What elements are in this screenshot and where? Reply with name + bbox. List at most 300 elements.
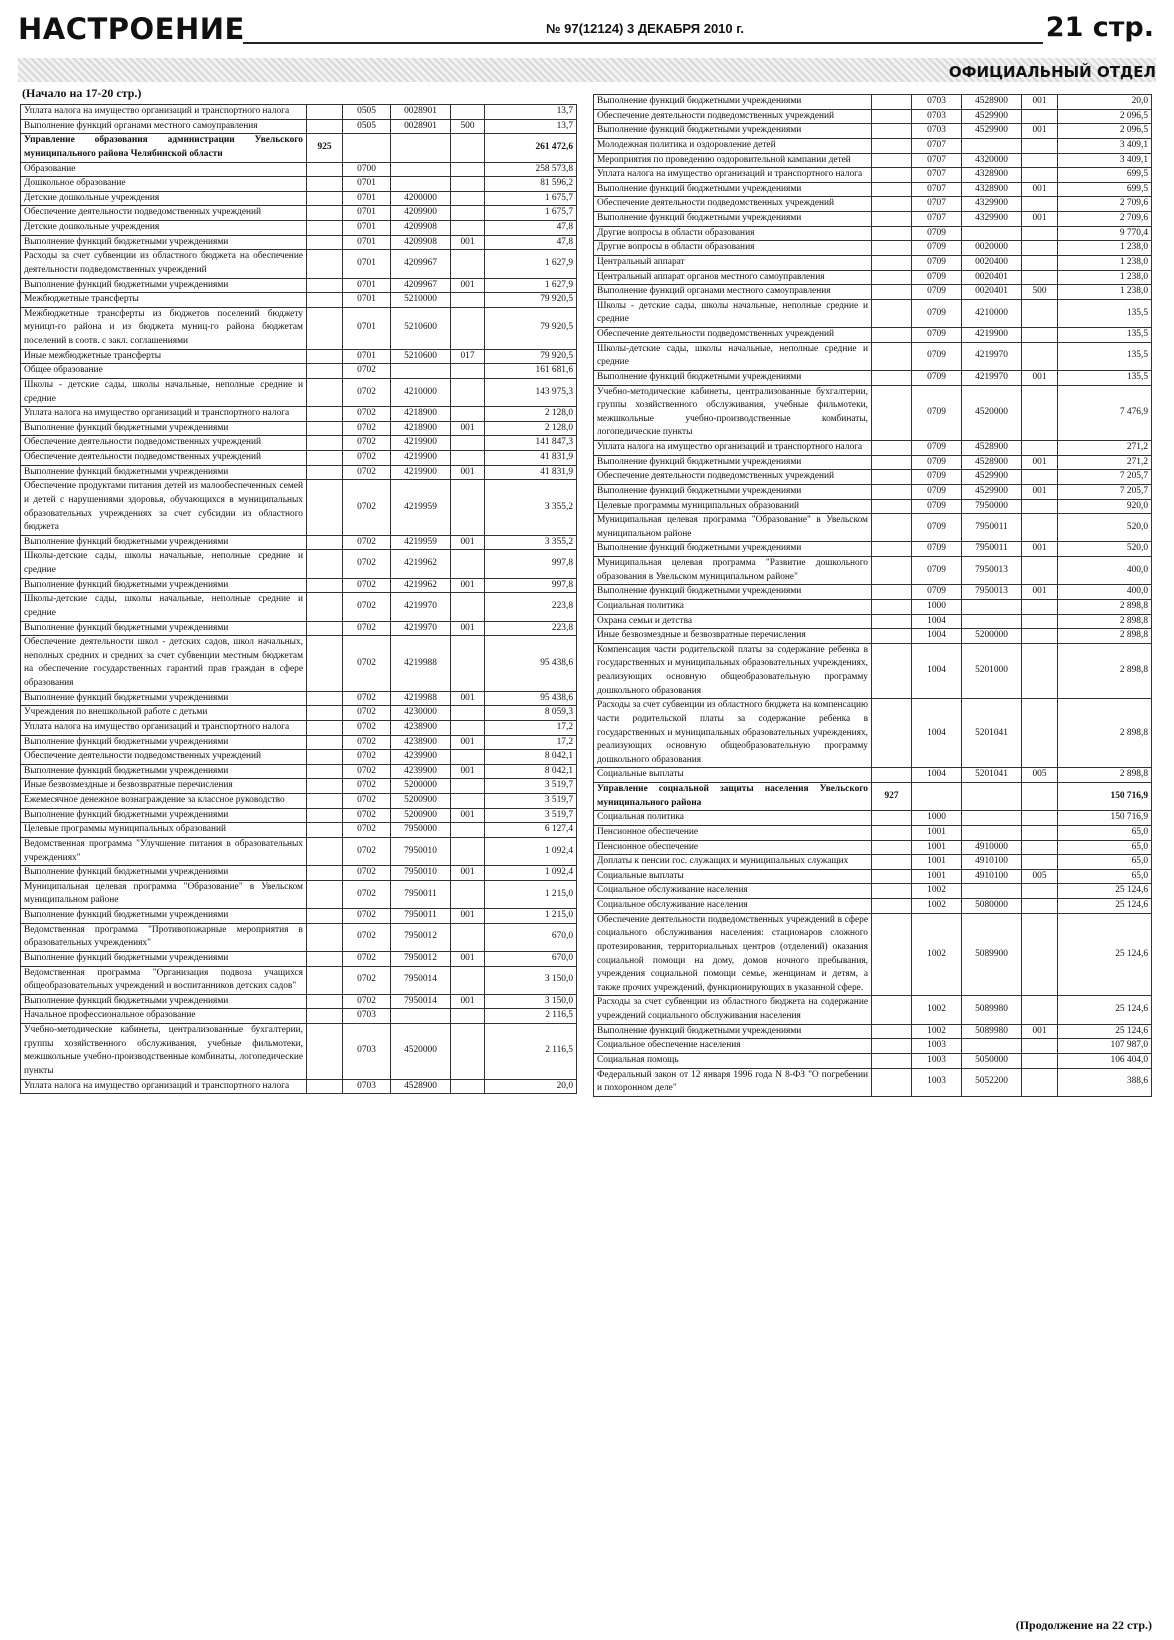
table-row bbox=[21, 764, 577, 779]
row-name-cell: Выполнение функций бюджетными учреждениями bbox=[21, 278, 307, 293]
row-section-cell: 0702 bbox=[343, 364, 391, 379]
row-expense-type-cell bbox=[1022, 699, 1058, 768]
row-ved-cell bbox=[872, 840, 912, 855]
row-name-cell: Центральный аппарат органов местного самоуправления bbox=[594, 270, 872, 285]
row-section-cell: 0702 bbox=[343, 966, 391, 994]
row-amount-cell: 271,2 bbox=[1058, 441, 1152, 456]
row-section-cell: 0703 bbox=[343, 1009, 391, 1024]
table-row bbox=[594, 226, 1152, 241]
row-target-cell: 5089980 bbox=[962, 996, 1022, 1024]
row-expense-type-cell bbox=[1022, 499, 1058, 514]
row-target-cell bbox=[962, 884, 1022, 899]
row-target-cell: 4528900 bbox=[962, 455, 1022, 470]
row-name-cell: Учебно-методические кабинеты, централизованные бухгалтерии, группы хозяйственного обслуживания, учебные фильмотеки, межшкольные учебно-производственные комбинаты, логопедические пункты bbox=[594, 385, 872, 441]
row-name-cell: Социальные выплаты bbox=[594, 869, 872, 884]
row-ved-cell bbox=[307, 1009, 343, 1024]
row-section-cell: 1003 bbox=[912, 1068, 962, 1096]
table-row bbox=[594, 455, 1152, 470]
row-ved-cell bbox=[872, 182, 912, 197]
row-name-cell: Обеспечение деятельности школ - детских садов, школ начальных, неполных средних и средних за счет субвенции местным бюджетам на обеспечение государственных гарантий прав граждан в сфере образования bbox=[21, 636, 307, 692]
row-expense-type-cell bbox=[1022, 783, 1058, 811]
row-target-cell: 0028901 bbox=[391, 119, 451, 134]
row-target-cell: 4329900 bbox=[962, 212, 1022, 227]
row-ved-cell bbox=[307, 451, 343, 466]
row-amount-cell: 1 215,0 bbox=[485, 909, 577, 924]
row-expense-type-cell bbox=[451, 407, 485, 422]
row-target-cell bbox=[391, 177, 451, 192]
row-section-cell: 0702 bbox=[343, 621, 391, 636]
row-amount-cell: 25 124,6 bbox=[1058, 913, 1152, 996]
row-section-cell: 0709 bbox=[912, 542, 962, 557]
table-row bbox=[594, 168, 1152, 183]
row-expense-type-cell bbox=[1022, 168, 1058, 183]
row-expense-type-cell: 001 bbox=[451, 808, 485, 823]
row-expense-type-cell bbox=[451, 191, 485, 206]
row-target-cell: 4219959 bbox=[391, 480, 451, 536]
row-target-cell: 4239900 bbox=[391, 750, 451, 765]
row-name-cell: Социальное обслуживание населения bbox=[594, 899, 872, 914]
row-amount-cell: 47,8 bbox=[485, 221, 577, 236]
row-ved-cell bbox=[307, 994, 343, 1009]
row-name-cell: Пенсионное обеспечение bbox=[594, 840, 872, 855]
row-name-cell: Дошкольное образование bbox=[21, 177, 307, 192]
row-target-cell: 4230000 bbox=[391, 706, 451, 721]
row-name-cell: Обеспечение деятельности подведомственных учреждений bbox=[21, 206, 307, 221]
row-section-cell: 0702 bbox=[343, 706, 391, 721]
row-amount-cell: 2 116,5 bbox=[485, 1009, 577, 1024]
row-name-cell: Выполнение функций органами местного самоуправления bbox=[21, 119, 307, 134]
table-row bbox=[21, 837, 577, 865]
row-section-cell: 0701 bbox=[343, 293, 391, 308]
row-ved-cell bbox=[307, 750, 343, 765]
continuation-start-note: (Начало на 17-20 стр.) bbox=[22, 86, 142, 100]
row-target-cell: 4219962 bbox=[391, 550, 451, 578]
row-expense-type-cell bbox=[1022, 470, 1058, 485]
row-name-cell: Уплата налога на имущество организаций и транспортного налога bbox=[21, 720, 307, 735]
row-amount-cell: 141 847,3 bbox=[485, 436, 577, 451]
table-row bbox=[594, 643, 1152, 699]
row-amount-cell: 25 124,6 bbox=[1058, 884, 1152, 899]
row-expense-type-cell: 001 bbox=[1022, 542, 1058, 557]
row-ved-cell bbox=[307, 1079, 343, 1094]
table-row bbox=[594, 699, 1152, 768]
row-section-cell: 1004 bbox=[912, 629, 962, 644]
row-name-cell: Уплата налога на имущество организаций и транспортного налога bbox=[21, 407, 307, 422]
row-amount-cell: 3 150,0 bbox=[485, 966, 577, 994]
row-target-cell: 7950010 bbox=[391, 866, 451, 881]
row-ved-cell bbox=[307, 436, 343, 451]
table-row bbox=[594, 470, 1152, 485]
row-name-cell: Обеспечение деятельности подведомственных учреждений bbox=[594, 328, 872, 343]
row-expense-type-cell: 001 bbox=[451, 535, 485, 550]
table-row bbox=[594, 1024, 1152, 1039]
table-row bbox=[594, 855, 1152, 870]
row-ved-cell bbox=[307, 378, 343, 406]
row-amount-cell: 3 355,2 bbox=[485, 480, 577, 536]
row-section-cell: 1001 bbox=[912, 855, 962, 870]
row-name-cell: Выполнение функций бюджетными учреждениями bbox=[21, 951, 307, 966]
row-section-cell: 0707 bbox=[912, 197, 962, 212]
row-target-cell: 4328900 bbox=[962, 168, 1022, 183]
row-target-cell: 4219970 bbox=[391, 621, 451, 636]
row-ved-cell bbox=[872, 811, 912, 826]
row-section-cell: 0709 bbox=[912, 270, 962, 285]
table-row bbox=[21, 909, 577, 924]
row-expense-type-cell bbox=[451, 1009, 485, 1024]
table-row bbox=[21, 593, 577, 621]
row-amount-cell: 1 627,9 bbox=[485, 278, 577, 293]
row-target-cell: 4520000 bbox=[962, 385, 1022, 441]
row-amount-cell: 13,7 bbox=[485, 119, 577, 134]
row-ved-cell bbox=[307, 1024, 343, 1080]
row-expense-type-cell bbox=[1022, 855, 1058, 870]
row-section-cell: 0707 bbox=[912, 182, 962, 197]
row-target-cell: 0020401 bbox=[962, 270, 1022, 285]
row-amount-cell: 150 716,9 bbox=[1058, 811, 1152, 826]
row-name-cell: Школы - детские сады, школы начальные, неполные средние и средние bbox=[594, 299, 872, 327]
row-section-cell: 1004 bbox=[912, 699, 962, 768]
table-row bbox=[594, 153, 1152, 168]
row-ved-cell bbox=[307, 951, 343, 966]
row-ved-cell bbox=[872, 455, 912, 470]
row-amount-cell: 2 898,8 bbox=[1058, 699, 1152, 768]
table-row bbox=[594, 385, 1152, 441]
row-section-cell: 0702 bbox=[343, 578, 391, 593]
table-row bbox=[594, 514, 1152, 542]
row-section-cell: 0701 bbox=[343, 235, 391, 250]
table-row bbox=[21, 750, 577, 765]
row-name-cell: Мероприятия по проведению оздоровительной кампании детей bbox=[594, 153, 872, 168]
row-expense-type-cell: 001 bbox=[1022, 484, 1058, 499]
row-name-cell: Выполнение функций бюджетными учреждениями bbox=[594, 182, 872, 197]
row-target-cell: 4529900 bbox=[962, 484, 1022, 499]
issue-info: № 97(12124) 3 ДЕКАБРЯ 2010 г. bbox=[546, 21, 744, 36]
table-row bbox=[594, 840, 1152, 855]
row-amount-cell: 13,7 bbox=[485, 105, 577, 120]
table-row bbox=[21, 735, 577, 750]
row-ved-cell bbox=[872, 124, 912, 139]
row-name-cell: Молодежная политика и оздоровление детей bbox=[594, 138, 872, 153]
row-ved-cell bbox=[872, 138, 912, 153]
row-target-cell: 7950011 bbox=[391, 909, 451, 924]
table-row bbox=[594, 182, 1152, 197]
row-ved-cell bbox=[307, 578, 343, 593]
table-row bbox=[594, 499, 1152, 514]
row-section-cell: 0709 bbox=[912, 328, 962, 343]
row-target-cell: 7950013 bbox=[962, 557, 1022, 585]
table-row bbox=[21, 451, 577, 466]
row-section-cell: 0701 bbox=[343, 250, 391, 278]
row-ved-cell bbox=[872, 1068, 912, 1096]
table-row bbox=[594, 599, 1152, 614]
table-row bbox=[21, 293, 577, 308]
row-section-cell: 0707 bbox=[912, 168, 962, 183]
row-amount-cell: 3 519,7 bbox=[485, 779, 577, 794]
row-expense-type-cell bbox=[1022, 441, 1058, 456]
row-target-cell: 5201041 bbox=[962, 699, 1022, 768]
row-amount-cell: 2 898,8 bbox=[1058, 629, 1152, 644]
row-section-cell: 0709 bbox=[912, 299, 962, 327]
masthead bbox=[18, 12, 1158, 46]
table-row bbox=[594, 913, 1152, 996]
row-name-cell: Расходы за счет субвенции из областного бюджета на компенсацию части родительской платы за содержание ребенка в государственных и муниципальных образовательных учреждениях, реализующих основную общеобразовательную программу дошкольного образования bbox=[594, 699, 872, 768]
row-amount-cell: 2 709,6 bbox=[1058, 197, 1152, 212]
row-name-cell: Выполнение функций бюджетными учреждениями bbox=[21, 909, 307, 924]
row-expense-type-cell bbox=[1022, 255, 1058, 270]
row-ved-cell bbox=[307, 837, 343, 865]
row-section-cell: 0709 bbox=[912, 499, 962, 514]
row-amount-cell: 7 476,9 bbox=[1058, 385, 1152, 441]
row-section-cell: 0709 bbox=[912, 226, 962, 241]
row-section-cell: 0505 bbox=[343, 105, 391, 120]
table-row bbox=[594, 95, 1152, 110]
row-target-cell: 4219988 bbox=[391, 636, 451, 692]
row-target-cell: 4219962 bbox=[391, 578, 451, 593]
table-row bbox=[21, 235, 577, 250]
row-target-cell bbox=[962, 599, 1022, 614]
row-expense-type-cell bbox=[1022, 557, 1058, 585]
row-target-cell: 4328900 bbox=[962, 182, 1022, 197]
row-target-cell: 5200900 bbox=[391, 808, 451, 823]
row-amount-cell: 79 920,5 bbox=[485, 349, 577, 364]
row-ved-cell bbox=[307, 593, 343, 621]
row-target-cell: 5080000 bbox=[962, 899, 1022, 914]
row-ved-cell bbox=[307, 191, 343, 206]
row-expense-type-cell bbox=[451, 206, 485, 221]
row-ved-cell bbox=[872, 542, 912, 557]
row-section-cell: 1004 bbox=[912, 614, 962, 629]
row-expense-type-cell bbox=[451, 250, 485, 278]
table-row bbox=[21, 407, 577, 422]
row-name-cell: Выполнение функций бюджетными учреждениями bbox=[594, 585, 872, 600]
row-name-cell: Обеспечение деятельности подведомственных учреждений bbox=[594, 109, 872, 124]
row-target-cell: 5210600 bbox=[391, 307, 451, 349]
row-amount-cell: 79 920,5 bbox=[485, 293, 577, 308]
row-section-cell: 1004 bbox=[912, 643, 962, 699]
row-section-cell: 1000 bbox=[912, 599, 962, 614]
row-section-cell: 1003 bbox=[912, 1039, 962, 1054]
newspaper-logo: НАСТРОЕНИЕ bbox=[18, 12, 245, 46]
table-row bbox=[594, 884, 1152, 899]
row-name-cell: Иные безвозмездные и безвозвратные перечисления bbox=[594, 629, 872, 644]
row-section-cell: 1003 bbox=[912, 1053, 962, 1068]
row-expense-type-cell: 001 bbox=[1022, 585, 1058, 600]
row-target-cell: 4238900 bbox=[391, 735, 451, 750]
row-target-cell: 7950010 bbox=[391, 837, 451, 865]
row-target-cell: 5201000 bbox=[962, 643, 1022, 699]
row-name-cell: Социальная политика bbox=[594, 811, 872, 826]
row-expense-type-cell bbox=[451, 706, 485, 721]
row-ved-cell bbox=[872, 996, 912, 1024]
row-name-cell: Управление социальной защиты населения Увельского муниципального района bbox=[594, 783, 872, 811]
row-expense-type-cell: 005 bbox=[1022, 768, 1058, 783]
row-amount-cell: 2 128,0 bbox=[485, 421, 577, 436]
row-name-cell: Обеспечение деятельности подведомственных учреждений bbox=[21, 451, 307, 466]
table-row bbox=[594, 212, 1152, 227]
row-target-cell: 0020000 bbox=[962, 241, 1022, 256]
row-name-cell: Другие вопросы в области образования bbox=[594, 226, 872, 241]
row-amount-cell: 1 675,7 bbox=[485, 206, 577, 221]
row-expense-type-cell: 001 bbox=[1022, 182, 1058, 197]
row-ved-cell bbox=[307, 808, 343, 823]
row-section-cell: 0703 bbox=[912, 124, 962, 139]
row-section-cell: 0709 bbox=[912, 441, 962, 456]
row-ved-cell bbox=[307, 421, 343, 436]
row-name-cell: Выполнение функций бюджетными учреждениями bbox=[21, 578, 307, 593]
row-section-cell: 0702 bbox=[343, 407, 391, 422]
table-row bbox=[21, 378, 577, 406]
row-ved-cell bbox=[872, 614, 912, 629]
table-row bbox=[594, 869, 1152, 884]
row-target-cell: 4210000 bbox=[391, 378, 451, 406]
row-section-cell: 0709 bbox=[912, 342, 962, 370]
row-name-cell: Ведомственная программа "Улучшение питания в образовательных учреждениях" bbox=[21, 837, 307, 865]
row-ved-cell bbox=[872, 328, 912, 343]
table-row bbox=[21, 550, 577, 578]
row-name-cell: Образование bbox=[21, 162, 307, 177]
row-amount-cell: 25 124,6 bbox=[1058, 996, 1152, 1024]
row-target-cell: 7950000 bbox=[962, 499, 1022, 514]
row-ved-cell bbox=[872, 109, 912, 124]
row-ved-cell bbox=[307, 735, 343, 750]
table-row bbox=[21, 880, 577, 908]
row-section-cell: 0702 bbox=[343, 421, 391, 436]
row-expense-type-cell bbox=[1022, 996, 1058, 1024]
row-expense-type-cell bbox=[1022, 1053, 1058, 1068]
row-target-cell: 5210000 bbox=[391, 293, 451, 308]
row-expense-type-cell bbox=[451, 779, 485, 794]
row-expense-type-cell: 001 bbox=[451, 735, 485, 750]
row-expense-type-cell bbox=[1022, 153, 1058, 168]
row-section-cell: 1001 bbox=[912, 869, 962, 884]
table-row bbox=[594, 124, 1152, 139]
row-section-cell: 0703 bbox=[343, 1024, 391, 1080]
row-section-cell: 0702 bbox=[343, 451, 391, 466]
row-ved-cell bbox=[872, 270, 912, 285]
row-ved-cell bbox=[872, 599, 912, 614]
row-target-cell: 5200000 bbox=[391, 779, 451, 794]
row-section-cell: 0702 bbox=[343, 550, 391, 578]
row-amount-cell: 6 127,4 bbox=[485, 823, 577, 838]
row-ved-cell bbox=[872, 1024, 912, 1039]
row-section-cell: 0702 bbox=[343, 735, 391, 750]
row-expense-type-cell bbox=[1022, 270, 1058, 285]
row-expense-type-cell bbox=[1022, 884, 1058, 899]
table-row bbox=[21, 307, 577, 349]
row-target-cell: 4209908 bbox=[391, 221, 451, 236]
row-name-cell: Учебно-методические кабинеты, централизованные бухгалтерии, группы хозяйственного обслуживания, учебные фильмотеки, межшкольные учебно-производственные комбинаты, логопедические пункты bbox=[21, 1024, 307, 1080]
row-target-cell: 5052200 bbox=[962, 1068, 1022, 1096]
row-section-cell: 0700 bbox=[343, 162, 391, 177]
row-section-cell: 0702 bbox=[343, 866, 391, 881]
row-name-cell: Школы - детские сады, школы начальные, неполные средние и средние bbox=[21, 378, 307, 406]
row-ved-cell bbox=[307, 480, 343, 536]
row-name-cell: Обеспечение деятельности подведомственных учреждений bbox=[594, 470, 872, 485]
row-expense-type-cell bbox=[451, 105, 485, 120]
row-ved-cell bbox=[307, 250, 343, 278]
row-ved-cell bbox=[872, 825, 912, 840]
row-expense-type-cell: 001 bbox=[451, 465, 485, 480]
row-amount-cell: 143 975,3 bbox=[485, 378, 577, 406]
row-amount-cell: 271,2 bbox=[1058, 455, 1152, 470]
row-expense-type-cell bbox=[451, 720, 485, 735]
row-section-cell: 0709 bbox=[912, 514, 962, 542]
row-amount-cell: 7 205,7 bbox=[1058, 484, 1152, 499]
row-ved-cell bbox=[872, 768, 912, 783]
row-section-cell: 0709 bbox=[912, 255, 962, 270]
row-amount-cell: 65,0 bbox=[1058, 840, 1152, 855]
row-amount-cell: 47,8 bbox=[485, 235, 577, 250]
table-row bbox=[21, 636, 577, 692]
row-name-cell: Социальное обеспечение населения bbox=[594, 1039, 872, 1054]
row-name-cell: Обеспечение деятельности подведомственных учреждений bbox=[594, 197, 872, 212]
masthead-rule bbox=[243, 42, 1043, 44]
row-amount-cell: 400,0 bbox=[1058, 585, 1152, 600]
table-row bbox=[21, 621, 577, 636]
row-ved-cell bbox=[872, 884, 912, 899]
row-section-cell: 0702 bbox=[343, 951, 391, 966]
row-target-cell: 5200900 bbox=[391, 794, 451, 809]
row-section-cell: 0702 bbox=[343, 794, 391, 809]
row-target-cell: 4219970 bbox=[962, 370, 1022, 385]
row-name-cell: Учреждения по внешкольной работе с детьми bbox=[21, 706, 307, 721]
row-ved-cell bbox=[872, 855, 912, 870]
row-name-cell: Выполнение функций бюджетными учреждениями bbox=[21, 621, 307, 636]
table-row bbox=[594, 441, 1152, 456]
row-expense-type-cell bbox=[1022, 899, 1058, 914]
row-target-cell: 4910100 bbox=[962, 869, 1022, 884]
row-name-cell: Уплата налога на имущество организаций и транспортного налога bbox=[594, 168, 872, 183]
row-ved-cell bbox=[307, 823, 343, 838]
row-ved-cell bbox=[872, 385, 912, 441]
row-expense-type-cell bbox=[1022, 342, 1058, 370]
row-target-cell bbox=[391, 364, 451, 379]
row-expense-type-cell bbox=[451, 750, 485, 765]
row-ved-cell bbox=[307, 966, 343, 994]
page-number: 21 стр. bbox=[1045, 12, 1154, 43]
row-amount-cell: 520,0 bbox=[1058, 542, 1152, 557]
row-name-cell: Выполнение функций бюджетными учреждениями bbox=[594, 1024, 872, 1039]
row-target-cell: 7950014 bbox=[391, 966, 451, 994]
row-ved-cell bbox=[872, 197, 912, 212]
row-section-cell: 0707 bbox=[912, 153, 962, 168]
row-name-cell: Иные безвозмездные и безвозвратные перечисления bbox=[21, 779, 307, 794]
row-amount-cell: 3 355,2 bbox=[485, 535, 577, 550]
table-row bbox=[21, 191, 577, 206]
row-expense-type-cell: 001 bbox=[451, 278, 485, 293]
row-name-cell: Школы-детские сады, школы начальные, неполные средние и средние bbox=[21, 593, 307, 621]
row-expense-type-cell bbox=[451, 923, 485, 951]
row-amount-cell: 223,8 bbox=[485, 621, 577, 636]
row-expense-type-cell bbox=[1022, 599, 1058, 614]
row-expense-type-cell bbox=[451, 593, 485, 621]
row-target-cell: 4529900 bbox=[962, 124, 1022, 139]
row-target-cell: 7950012 bbox=[391, 951, 451, 966]
row-section-cell: 0702 bbox=[343, 480, 391, 536]
row-amount-cell: 41 831,9 bbox=[485, 465, 577, 480]
row-ved-cell bbox=[307, 880, 343, 908]
row-amount-cell: 135,5 bbox=[1058, 328, 1152, 343]
row-amount-cell: 1 238,0 bbox=[1058, 255, 1152, 270]
row-ved-cell bbox=[307, 535, 343, 550]
table-row bbox=[594, 811, 1152, 826]
row-amount-cell: 3 519,7 bbox=[485, 808, 577, 823]
row-name-cell: Доплаты к пенсии гос. служащих и муниципальных служащих bbox=[594, 855, 872, 870]
row-amount-cell: 2 898,8 bbox=[1058, 643, 1152, 699]
row-amount-cell: 670,0 bbox=[485, 951, 577, 966]
row-ved-cell bbox=[307, 349, 343, 364]
row-amount-cell: 2 898,8 bbox=[1058, 614, 1152, 629]
